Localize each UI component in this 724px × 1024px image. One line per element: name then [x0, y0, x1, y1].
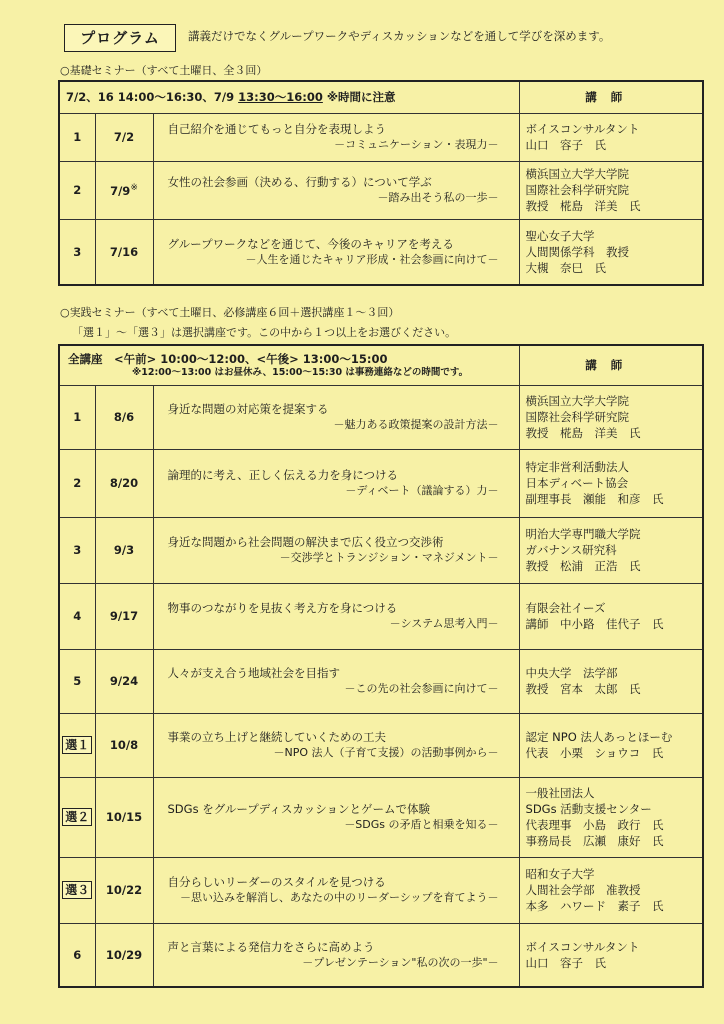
session-lecturer	[519, 713, 703, 777]
basic-seminar-table	[58, 80, 704, 286]
date-note-mark: ※	[130, 182, 138, 193]
practice-session-row	[59, 385, 703, 449]
session-topic	[153, 713, 519, 777]
lecturer-line: 講師 中小路 佳代子 氏	[525, 617, 664, 631]
practice-session-row	[59, 649, 703, 713]
session-title: 事業の立ち上げと継続していくための工夫	[167, 730, 386, 744]
basic-session-row	[59, 113, 703, 161]
session-subtitle: －プレゼンテーション"私の次の一歩"－	[302, 955, 499, 969]
lecturer-line: ガバナンス研究科	[525, 543, 617, 557]
session-topic	[153, 777, 519, 857]
session-number: 5	[59, 649, 95, 713]
basic-header-row	[59, 81, 703, 113]
session-topic	[153, 219, 519, 285]
lecturer-line: 教授 椛島 洋美 氏	[525, 199, 641, 213]
session-lecturer	[519, 449, 703, 517]
session-date: 10/29	[95, 923, 153, 987]
practice-session-row	[59, 449, 703, 517]
lecturer-line: ボイスコンサルタント	[525, 122, 640, 136]
session-lecturer	[519, 777, 703, 857]
session-date	[95, 161, 153, 219]
basic-seminar-label: ○基礎セミナー（すべて土曜日、全３回）	[60, 64, 268, 77]
session-lecturer	[519, 385, 703, 449]
session-date: 10/22	[95, 857, 153, 923]
lecturer-line: 山口 容子 氏	[525, 955, 607, 970]
session-lecturer	[519, 923, 703, 987]
session-number	[59, 857, 95, 923]
session-title: 物事のつながりを見抜く考え方を身につける	[167, 601, 398, 615]
elective-note: 「選１」～「選３」は選択講座です。この中から１つ以上をお選びください。	[72, 326, 457, 339]
practice-seminar-label: ○実践セミナー（すべて土曜日、必修講座６回＋選択講座１～３回）	[60, 306, 400, 319]
session-topic	[153, 449, 519, 517]
elective-session-row	[59, 777, 703, 857]
session-date: 10/15	[95, 777, 153, 857]
lecturer-line: 事務局長 広瀬 康好 氏	[525, 834, 664, 848]
session-lecturer	[519, 857, 703, 923]
session-topic	[153, 649, 519, 713]
session-date	[95, 219, 153, 285]
basic-lecturer-header: 講師	[519, 81, 703, 113]
session-date: 8/6	[95, 385, 153, 449]
lecturer-line: 特定非営利活動法人	[525, 460, 630, 474]
session-subtitle: －ディベート（議論する）力－	[345, 484, 499, 497]
lecturer-line: 聖心女子大学	[525, 228, 595, 243]
session-title: 身近な問題から社会問題の解決まで広く役立つ交渉術	[167, 535, 444, 549]
lecturer-line: 大槻 奈巳 氏	[525, 260, 607, 275]
session-topic	[153, 161, 519, 219]
session-subtitle: －思い込みを解消し、あなたの中のリーダーシップを育てよう－	[179, 891, 499, 904]
session-title: 論理的に考え、正しく伝える力を身につける	[167, 468, 398, 482]
practice-seminar-table	[58, 344, 704, 988]
session-title: 自分らしいリーダーのスタイルを見つける	[167, 875, 386, 889]
lecturer-line: 横浜国立大学大学院	[525, 167, 630, 181]
session-topic	[153, 923, 519, 987]
session-subtitle: －コミュニケーション・表現力－	[334, 138, 499, 151]
basic-header-dates: 7/2、16 14:00～16:30、7/9	[66, 90, 239, 105]
lecturer-line: 明治大学専門職大学院	[525, 527, 641, 541]
session-title: SDGs をグループディスカッションとゲームで体験	[167, 802, 431, 816]
session-date: 9/17	[95, 583, 153, 649]
lecturer-line: 一般社団法人	[525, 786, 595, 800]
elective-session-row	[59, 713, 703, 777]
lecturer-line: 代表 小栗 ショウコ 氏	[525, 746, 664, 760]
elective-badge: 選３	[62, 881, 92, 899]
practice-schedule-header	[59, 345, 519, 385]
lecturer-line: 教授 椛島 洋美 氏	[525, 426, 641, 440]
session-topic	[153, 583, 519, 649]
session-subtitle: －踏み出そう私の一歩－	[377, 191, 499, 204]
session-subtitle: －SDGs の矛盾と相乗を知る－	[344, 818, 499, 831]
lecturer-line: 山口 容子 氏	[525, 138, 607, 152]
session-number: 3	[59, 517, 95, 583]
practice-times: <午前> 10:00～12:00、<午後> 13:00～15:00	[102, 352, 388, 367]
session-topic	[153, 517, 519, 583]
session-title: 自己紹介を通じてもっと自分を表現しよう	[167, 122, 386, 136]
session-topic	[153, 113, 519, 161]
session-subtitle: －魅力ある政策提案の設計方法－	[333, 418, 499, 431]
session-number: 6	[59, 923, 95, 987]
session-date: 10/8	[95, 713, 153, 777]
lecturer-line: 昭和女子大学	[525, 867, 595, 881]
lecturer-line: ボイスコンサルタント	[525, 939, 640, 954]
session-number: 2	[59, 161, 95, 219]
practice-session-row	[59, 583, 703, 649]
elective-session-row	[59, 857, 703, 923]
program-intro: 講義だけでなくグループワークやディスカッションなどを通して学びを深めます。	[188, 29, 611, 43]
session-date-text: 7/16	[109, 244, 139, 259]
lecturer-line: 本多 ハワード 素子 氏	[525, 899, 664, 913]
lecturer-line: 代表理事 小島 政行 氏	[525, 818, 664, 832]
lecturer-line: 教授 宮本 太郎 氏	[525, 682, 641, 696]
session-date: 9/3	[95, 517, 153, 583]
program-header	[64, 24, 704, 54]
lecturer-line: 中央大学 法学部	[525, 666, 618, 680]
elective-badge: 選１	[62, 736, 92, 754]
lecturer-line: 国際社会科学研究院	[525, 410, 630, 424]
basic-session-row	[59, 219, 703, 285]
practice-lecturer-header: 講師	[519, 345, 703, 385]
session-lecturer	[519, 649, 703, 713]
session-date	[95, 113, 153, 161]
session-lecturer	[519, 517, 703, 583]
lecturer-line: 教授 松浦 正浩 氏	[525, 559, 641, 573]
lecturer-line: 横浜国立大学大学院	[525, 394, 630, 408]
session-title: 身近な問題の対応策を提案する	[167, 402, 329, 416]
session-title: 声と言葉による発信力をさらに高めよう	[167, 939, 375, 954]
session-lecturer	[519, 161, 703, 219]
lecturer-line: 人間関係学科 教授	[525, 244, 630, 259]
lecturer-line: SDGs 活動支援センター	[525, 802, 652, 816]
lecturer-line: 国際社会科学研究院	[525, 183, 630, 197]
session-subtitle: －人生を通じたキャリア形成・社会参画に向けて－	[245, 252, 499, 266]
all-courses-label: 全講座	[68, 352, 103, 367]
session-subtitle: －交渉学とトランジション・マネジメント－	[279, 551, 499, 564]
session-lecturer	[519, 219, 703, 285]
basic-schedule-header	[59, 81, 519, 113]
basic-header-time: 13:30～16:00	[238, 90, 323, 105]
session-title: 人々が支え合う地域社会を目指す	[167, 666, 340, 680]
session-number: 1	[59, 113, 95, 161]
practice-header-row	[59, 345, 703, 385]
practice-session-row	[59, 517, 703, 583]
session-title: グループワークなどを通じて、今後のキャリアを考える	[167, 236, 454, 251]
session-subtitle: －この先の社会参画に向けて－	[344, 682, 499, 695]
session-lecturer	[519, 113, 703, 161]
session-lecturer	[519, 583, 703, 649]
program-label: プログラム	[64, 24, 176, 52]
session-subtitle: －NPO 法人（子育て支援）の活動事例から－	[273, 746, 499, 759]
basic-session-row	[59, 161, 703, 219]
session-number: 4	[59, 583, 95, 649]
session-number: 1	[59, 385, 95, 449]
practice-time-note: ※12:00～13:00 はお昼休み、15:00～15:30 は事務連絡などの時間です。	[132, 367, 469, 379]
lecturer-line: 副理事長 瀬能 和彦 氏	[525, 492, 664, 506]
lecturer-line: 有限会社イーズ	[525, 601, 606, 615]
session-subtitle: －システム思考入門－	[389, 617, 499, 630]
session-number	[59, 713, 95, 777]
session-number: 2	[59, 449, 95, 517]
basic-header-note: ※時間に注意	[322, 90, 396, 105]
session-number: 3	[59, 219, 95, 285]
session-topic	[153, 385, 519, 449]
lecturer-line: 認定 NPO 法人あっとほーむ	[525, 730, 673, 744]
elective-badge: 選２	[62, 808, 92, 826]
session-topic	[153, 857, 519, 923]
session-date-text: 7/2	[113, 130, 135, 144]
session-title: 女性の社会参画（決める、行動する）について学ぶ	[167, 175, 432, 189]
lecturer-line: 人間社会学部 准教授	[525, 883, 641, 897]
session-number	[59, 777, 95, 857]
session-date-text: 7/9	[110, 183, 131, 198]
session-date: 8/20	[95, 449, 153, 517]
lecturer-line: 日本ディベート協会	[525, 476, 629, 490]
practice-session-row	[59, 923, 703, 987]
session-date: 9/24	[95, 649, 153, 713]
